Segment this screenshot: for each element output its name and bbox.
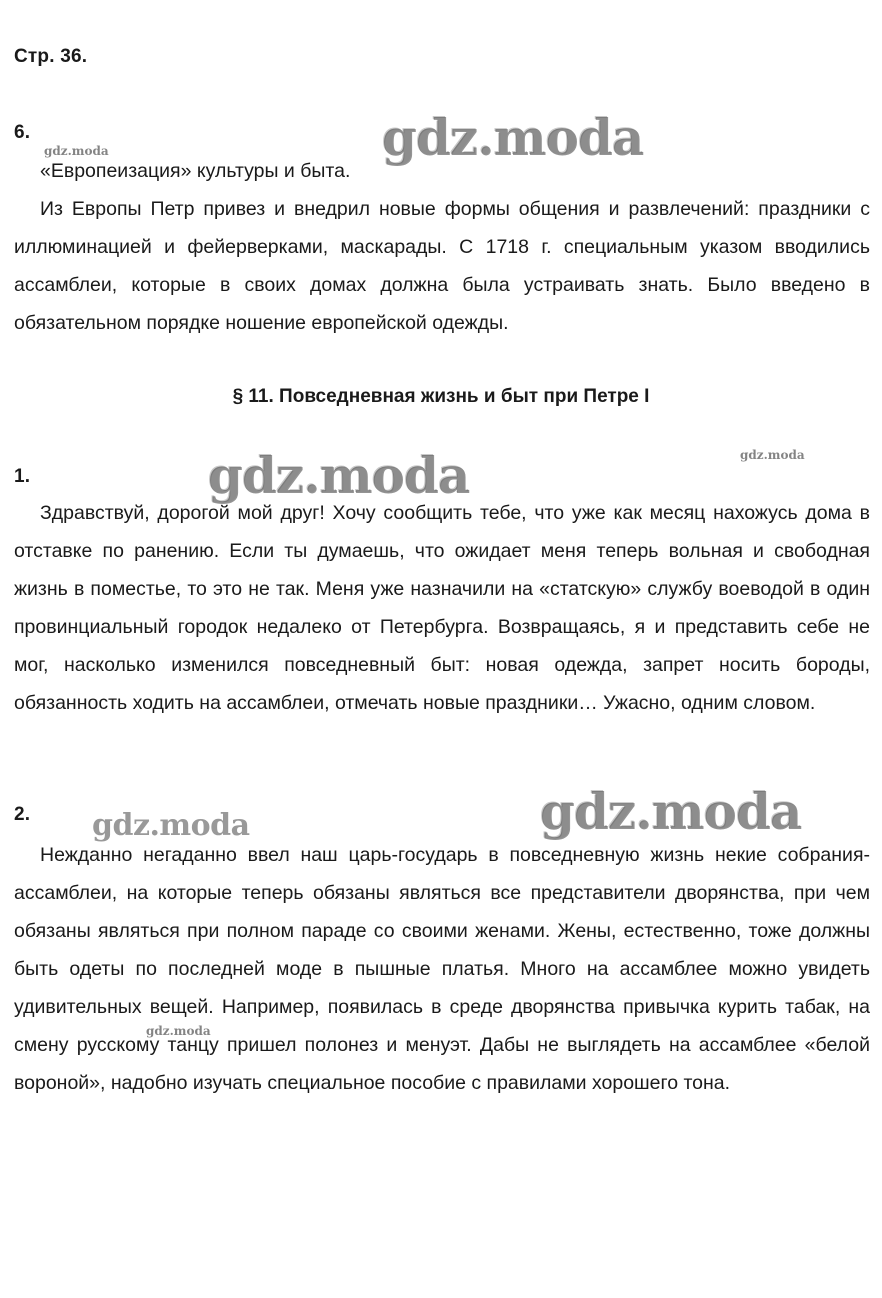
task-2-body xyxy=(14,836,870,1102)
task-6-text: Из Европы Петр привез и внедрил новые формы общения и развлечений: праздники с иллюминацией и фейерверками, маскарады. С 1718 г. специальным указом вводились ассамблеи, которые в своих домах должна была устраивать знать. Было введено в обязательном порядке ношение европейской одежды. xyxy=(14,198,870,334)
task-2-text: Нежданно негаданно ввел наш царь-государь в повседневную жизнь некие собрания-ассамблеи, на которые теперь обязаны являться все представители дворянства, при чем обязаны являться при полном параде со своими женами. Жены, естественно, тоже должны быть одеты по последней моде в пышные платья. Много на ассамблее можно увидеть удивительных вещей. Например, появилась в среде дворянства привычка курить табак, на смену русскому танцу пришел полонез и менуэт. Дабы не выглядеть на ассамблее «белой вороной», надобно изучать специальное пособие с правилами хорошего тона. xyxy=(14,844,870,1094)
task-6-title: «Европеизация» культуры и быта. xyxy=(40,160,351,182)
watermark-logo-small: gdz.moda xyxy=(44,144,109,158)
task-1-body xyxy=(14,494,870,722)
watermark-logo: gdz.moda xyxy=(208,446,470,505)
watermark-logo-small: gdz.moda xyxy=(740,448,805,462)
task-1-text: Здравствуй, дорогой мой друг! Хочу сообщить тебе, что уже как месяц нахожусь дома в отставке по ранению. Если ты думаешь, что ожидает меня теперь вольная и свободная жизнь в поместье, то это не так. Меня уже назначили на «статскую» службу воеводой в один провинциальный городок недалеко от Петербурга. Возвращаясь, я и представить себе не мог, насколько изменился повседневный быт: новая одежда, запрет носить бороды, обязанность ходить на ассамблеи, отмечать новые праздники… Ужасно, одним словом. xyxy=(14,502,870,714)
task-1-number: 1. xyxy=(14,466,31,487)
watermark-logo: gdz.moda xyxy=(382,108,644,167)
page-reference: Стр. 36. xyxy=(14,46,88,67)
section-title: § 11. Повседневная жизнь и быт при Петре I xyxy=(232,386,650,407)
watermark-logo: gdz.moda xyxy=(92,808,250,843)
watermark-logo-small: gdz.moda xyxy=(146,1024,211,1038)
task-2-number: 2. xyxy=(14,804,31,825)
task-6-body xyxy=(14,152,870,342)
watermark-logo: gdz.moda xyxy=(540,782,802,841)
task-6-number: 6. xyxy=(14,122,31,143)
